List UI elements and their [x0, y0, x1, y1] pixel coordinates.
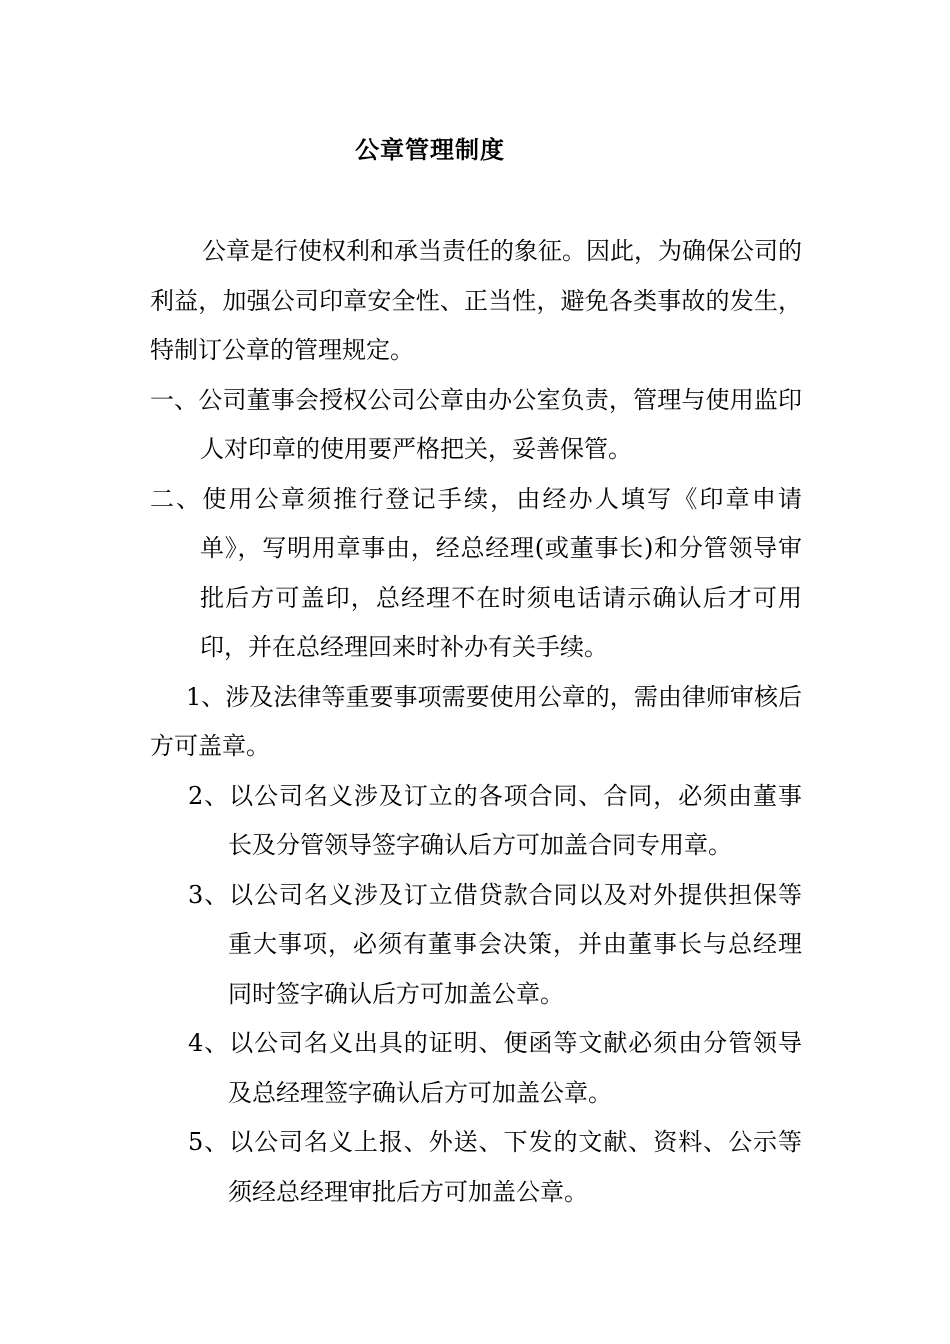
item-5: 5、以公司名义上报、外送、下发的文献、资料、公示等须经总经理审批后方可加盖公章。	[188, 1128, 802, 1206]
section-1: 一、公司董事会授权公司公章由办公室负责，管理与使用监印人对印章的使用要严格把关，妥善保管。	[150, 385, 802, 463]
document-title: 公章管理制度	[355, 135, 505, 164]
document-body	[150, 227, 802, 1217]
item-4: 4、以公司名义出具的证明、便函等文献必须由分管领导及总经理签字确认后方可加盖公章。	[188, 1029, 802, 1107]
intro-paragraph: 公章是行使权利和承当责任的象征。因此，为确保公司的利益，加强公司印章安全性、正当性，避免各类事故的发生，特制订公章的管理规定。	[150, 237, 802, 364]
item-2: 2、以公司名义涉及订立的各项合同、合同，必须由董事长及分管领导签字确认后方可加盖合同专用章。	[188, 781, 802, 859]
item-3: 3、以公司名义涉及订立借贷款合同以及对外提供担保等重大事项，必须有董事会决策，并由董事长与总经理同时签字确认后方可加盖公章。	[188, 880, 802, 1008]
item-1: 1、涉及法律等重要事项需要使用公章的，需由律师审核后方可盖章。	[150, 682, 802, 760]
section-2: 二、使用公章须推行登记手续，由经办人填写《印章申请单》，写明用章事由，经总经理(或董事长)和分管领导审批后方可盖印，总经理不在时须电话请示确认后才可用印，并在总经理回来时补办有关手续。	[150, 484, 802, 661]
